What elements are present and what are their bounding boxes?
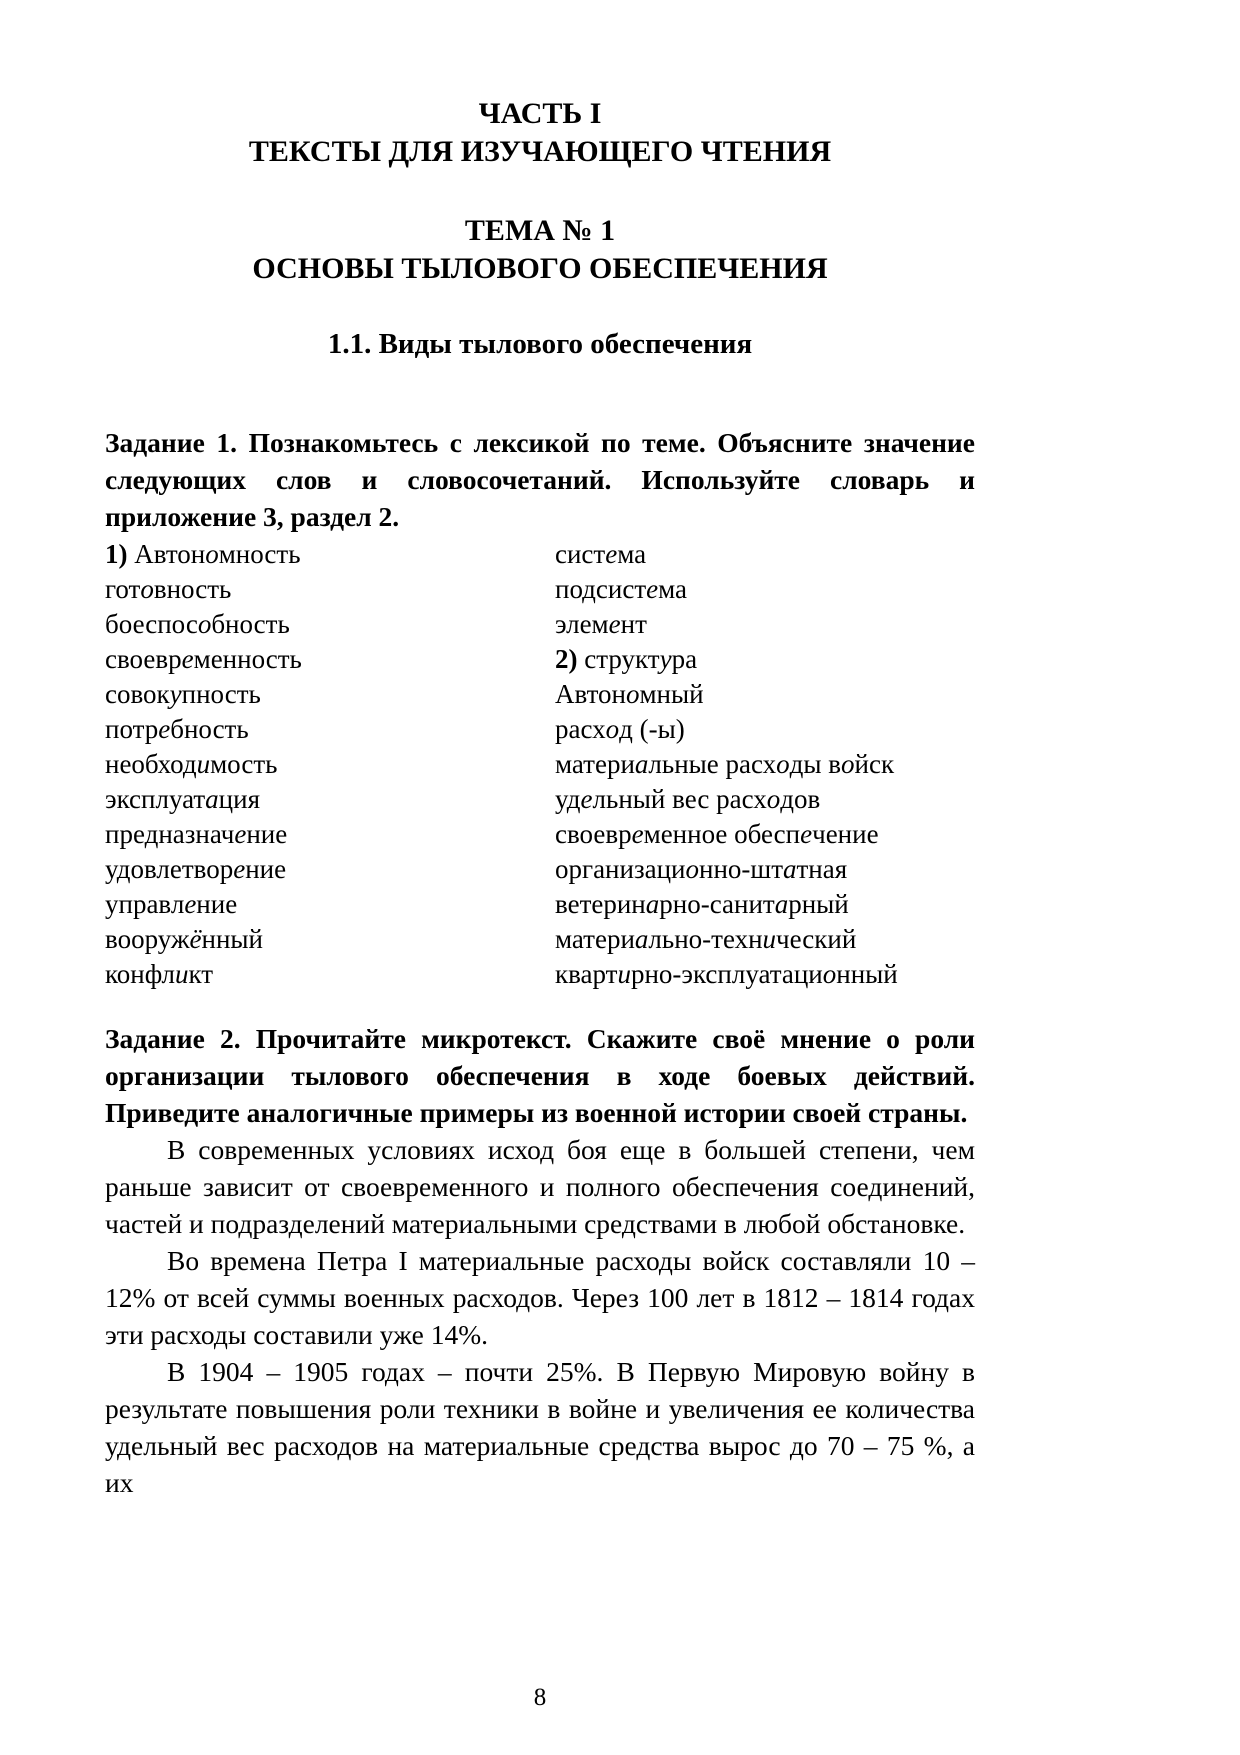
vocab-item: необходимость [105, 749, 278, 779]
vocab-item: материально-технический [555, 924, 857, 954]
paragraph: В современных условиях исход боя еще в большей степени, чем раньше зависит от своевременного и полного обеспечения соединений, частей и подразделений материальными средствами в любой обстановке. [105, 1134, 975, 1239]
vocab-item: удельный вес расходов [555, 784, 821, 814]
vocab-item: своевременное обеспечение [555, 819, 879, 849]
vocab-column-left [105, 537, 555, 992]
section-title: 1.1. Виды тылового обеспечения [327, 328, 753, 360]
vocab-item: элемент [555, 609, 647, 639]
vocab-item: вооружённый [105, 924, 263, 954]
vocab-item: совокупность [105, 679, 261, 709]
task2-heading: Задание 2. Прочитайте микротекст. Скажите своё мнение о роли организации тылового обеспечения в ходе боевых действий. Приведите аналогичные примеры из военной истории своей страны. [105, 1023, 975, 1128]
vocab-column-right [555, 537, 975, 992]
paragraph: Во времена Петра I материальные расходы войск составляли 10 – 12% от всей суммы военных расходов. Через 100 лет в 1812 – 1814 годах эти расходы составили уже 14%. [105, 1245, 975, 1350]
vocab-item: квартирно-эксплуатационный [555, 959, 898, 989]
topic-title-line2: ОСНОВЫ ТЫЛОВОГО ОБЕСПЕЧЕНИЯ [252, 252, 828, 285]
part-title [105, 95, 975, 171]
body-paragraphs [105, 1131, 975, 1501]
vocab-item: эксплуатация [105, 784, 260, 814]
vocab-item: Автономный [555, 679, 704, 709]
vocab-item: удовлетворение [105, 854, 287, 884]
vocab-item: материальные расходы войск [555, 749, 895, 779]
vocab-item: 1) Автономность [105, 539, 301, 569]
vocab-item: подсистема [555, 574, 687, 604]
task1-heading: Задание 1. Познакомьтесь с лексикой по теме. Объясните значение следующих слов и словосочетаний. Используйте словарь и приложение 3, раздел 2. [105, 427, 975, 532]
vocab-table [105, 537, 975, 992]
page-number: 8 [533, 1684, 547, 1711]
paragraph: В 1904 – 1905 годах – почти 25%. В Первую Мировую войну в результате повышения роли техники в войне и увеличения ее количества удельный вес расходов на материальные средства вырос до 70 – 75 %, а их [105, 1356, 975, 1498]
vocab-item: предназначение [105, 819, 288, 849]
vocab-item: боеспособность [105, 609, 290, 639]
vocab-item: управление [105, 889, 238, 919]
topic-title-line1: ТЕМА № 1 [464, 214, 616, 247]
vocab-item: готовность [105, 574, 232, 604]
vocab-item: расход (-ы) [555, 714, 685, 744]
part-title-line2: ТЕКСТЫ ДЛЯ ИЗУЧАЮЩЕГО ЧТЕНИЯ [248, 135, 832, 168]
vocab-item: своевременность [105, 644, 302, 674]
vocab-item: 2) структура [555, 644, 698, 674]
vocab-item: конфликт [105, 959, 214, 989]
topic-title [105, 212, 975, 288]
vocab-item: система [555, 539, 647, 569]
vocab-item: ветеринарно-санитарный [555, 889, 849, 919]
part-title-line1: ЧАСТЬ I [478, 97, 602, 130]
vocab-item: потребность [105, 714, 249, 744]
vocab-item: организационно-штатная [555, 854, 848, 884]
